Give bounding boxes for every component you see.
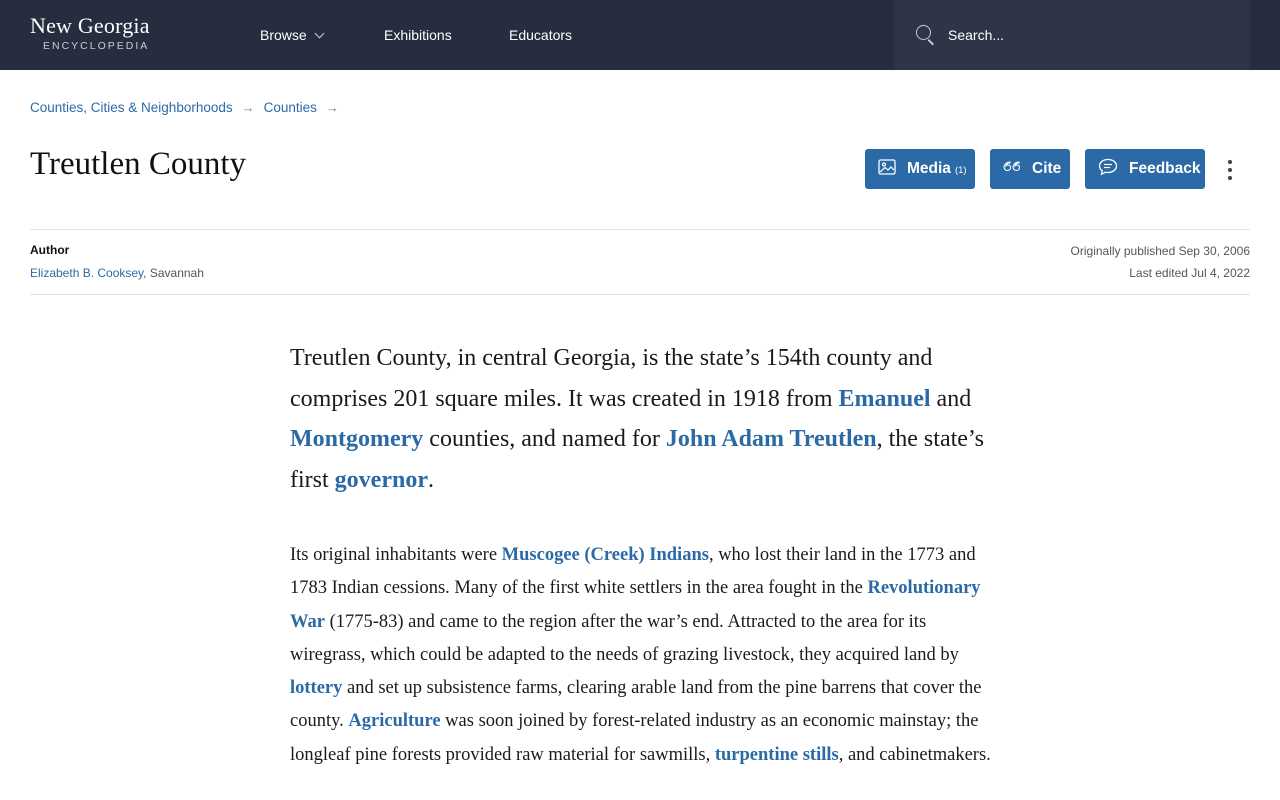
divider xyxy=(30,294,1250,295)
link-muscogee-creek-indians[interactable]: Muscogee (Creek) Indians xyxy=(501,545,709,565)
lead-text: , the state’s first xyxy=(290,426,984,493)
quote-icon xyxy=(1003,160,1021,179)
link-governor[interactable]: governor xyxy=(334,466,428,493)
breadcrumb-link-counties-cities[interactable]: Counties, Cities & Neighborhoods xyxy=(30,100,233,115)
speech-bubble-icon xyxy=(1098,158,1118,181)
link-john-adam-treutlen[interactable]: John Adam Treutlen xyxy=(665,426,877,452)
link-montgomery[interactable]: Montgomery xyxy=(290,426,424,452)
search-input[interactable] xyxy=(894,0,1250,70)
body-text: and set up subsistence farms, clearing arable land from the pine barrens that cover the county. xyxy=(290,678,982,732)
nav-browse[interactable] xyxy=(260,0,323,70)
arrow-right-icon: → xyxy=(241,100,255,115)
image-icon xyxy=(878,159,896,180)
body-text: (1775-83) and came to the region after the war’s end. Attracted to the area for its wiregrass, which could be adapted to the needs of grazing livestock, they acquired land by xyxy=(290,611,959,665)
nav-educators-label: Educators xyxy=(509,27,573,43)
lead-text: Treutlen County, in central Georgia, is the state’s 154th county and comprises 201 square miles. It was created in 1918 from xyxy=(290,345,933,412)
media-button[interactable] xyxy=(865,149,975,189)
kebab-dot xyxy=(1228,176,1232,180)
media-button-label: Media xyxy=(907,160,951,177)
link-emanuel[interactable]: Emanuel xyxy=(838,385,931,412)
logo-title: New Georgia xyxy=(30,13,150,38)
nav-educators[interactable] xyxy=(509,0,572,70)
breadcrumb-link-counties[interactable]: Counties xyxy=(263,100,317,115)
kebab-dot xyxy=(1228,168,1232,172)
body-text: , who lost their land in the 1773 and 1783 Indian cessions. Many of the first white settlers in the area fought in the xyxy=(290,545,976,599)
lead-paragraph xyxy=(290,338,995,500)
link-agriculture[interactable]: Agriculture xyxy=(348,711,441,732)
nav-exhibitions-label: Exhibitions xyxy=(384,27,452,43)
author-label: Author xyxy=(30,243,70,257)
search-icon xyxy=(916,25,936,45)
nav-browse-label: Browse xyxy=(260,27,307,43)
lead-text: counties, and named for xyxy=(423,426,666,452)
media-count: (1) xyxy=(954,165,967,176)
divider xyxy=(30,229,1250,230)
cite-button-label: Cite xyxy=(1032,160,1062,177)
logo-subtitle: ENCYCLOPEDIA xyxy=(43,40,150,52)
lead-text: and xyxy=(930,385,972,412)
page-title: Treutlen County xyxy=(30,146,247,182)
edited-date: Last edited Jul 4, 2022 xyxy=(1129,266,1250,280)
cite-button[interactable] xyxy=(990,149,1070,189)
author-line xyxy=(30,266,204,280)
body-text: was soon joined by forest-related industry as an economic mainstay; the longleaf pine forests provided raw material for sawmills, xyxy=(290,711,979,765)
arrow-right-icon: → xyxy=(325,100,339,115)
author-location: , Savannah xyxy=(143,266,204,280)
search-placeholder: Search... xyxy=(948,27,1005,43)
link-turpentine-stills[interactable]: turpentine stills xyxy=(714,744,839,765)
link-lottery[interactable]: lottery xyxy=(290,678,343,699)
chevron-down-icon xyxy=(314,28,324,38)
more-options-icon[interactable] xyxy=(1226,160,1234,180)
author-link[interactable]: Elizabeth B. Cooksey xyxy=(30,266,144,280)
kebab-dot xyxy=(1228,160,1232,164)
feedback-button-label: Feedback xyxy=(1129,160,1201,177)
breadcrumb xyxy=(30,100,348,115)
nav-exhibitions[interactable] xyxy=(384,0,452,70)
body-text: Its original inhabitants were xyxy=(290,545,502,565)
published-date: Originally published Sep 30, 2006 xyxy=(1070,244,1250,258)
feedback-button[interactable] xyxy=(1085,149,1205,189)
body-text: , and cabinetmakers. xyxy=(838,744,991,765)
site-header xyxy=(0,0,1280,70)
site-logo[interactable] xyxy=(30,13,170,52)
body-paragraph xyxy=(290,539,995,772)
link-revolutionary-war[interactable]: Revolutionary War xyxy=(290,578,981,632)
lead-text: . xyxy=(427,466,434,493)
